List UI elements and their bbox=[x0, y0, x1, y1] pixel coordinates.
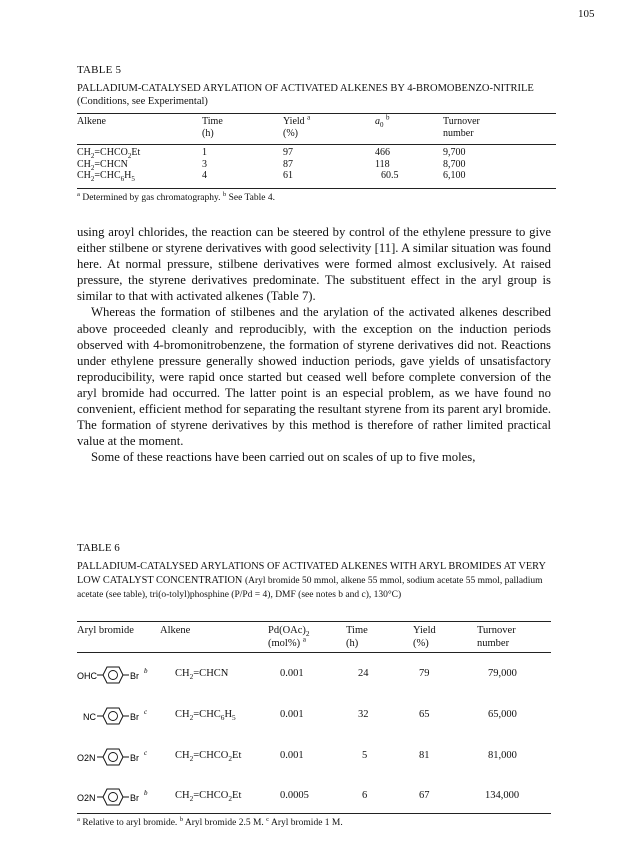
svg-text:b: b bbox=[144, 667, 148, 675]
table6-row2-aryl-structure bbox=[77, 705, 159, 732]
table5-row1-time: 1 bbox=[202, 147, 207, 158]
table6-header-turnover: Turnover number bbox=[477, 625, 516, 649]
table5-title: PALLADIUM-CATALYSED ARYLATION OF ACTIVATED ALKENES BY 4-BROMOBENZO-NITRILE (Conditions, see Experimental) bbox=[77, 83, 534, 107]
table5-footnote: $^a$ Determined by gas chromatography. $^b$ See Table 4. bbox=[77, 190, 275, 203]
table6-row4-yield: 67 bbox=[419, 790, 430, 801]
page-number: 105 bbox=[578, 8, 595, 20]
table5-header-time: Time bbox=[202, 116, 223, 127]
svg-text:c: c bbox=[144, 708, 148, 716]
table6-footnote: $^a$ Relative to aryl bromide. $^b$ Aryl bromide 2.5 M. $^c$ Aryl bromide 1 M. bbox=[77, 815, 343, 828]
table5-header-rule bbox=[77, 144, 556, 145]
table5-bottom-rule bbox=[77, 188, 556, 189]
svg-text:OHC: OHC bbox=[77, 671, 97, 681]
svg-text:c: c bbox=[144, 749, 148, 757]
table6-row1-pd: 0.001 bbox=[280, 668, 304, 679]
body-paragraph: using aroyl chlorides, the reaction can be steered by control of the ethylene pressure to give either stilbene or styrene derivatives with good selectivity [11]. A similar situation was found here. At normal pressure, stilbene derivatives were formed almost exclusively. At raised pressure, the styrene derivatives predominate. The substituent effect in the aryl group is similar to that with activated alkenes (Table 7). bbox=[77, 225, 551, 304]
table5-row1-turnover: 9,700 bbox=[443, 147, 466, 158]
table5-header-time-unit: (h) bbox=[202, 127, 214, 139]
table6-row3-aryl-structure bbox=[77, 746, 159, 773]
table5-row3-turnover: 6,100 bbox=[443, 170, 466, 181]
table6-row4-alkene: $CH_2=CHCO_2Et$ bbox=[175, 790, 242, 804]
table5-row1-yield: 97 bbox=[283, 147, 293, 158]
svg-text:NC: NC bbox=[83, 712, 96, 722]
table6-header-alkene: Alkene bbox=[160, 625, 191, 636]
table5-row2-time: 3 bbox=[202, 158, 207, 170]
table6-header-rule bbox=[77, 652, 551, 653]
table5-header-alkene: Alkene bbox=[77, 116, 106, 127]
table6-row2-turnover: 65,000 bbox=[488, 709, 517, 720]
table5-header-turnover-unit: number bbox=[443, 127, 474, 139]
svg-text:Br: Br bbox=[130, 712, 139, 722]
table6-title: PALLADIUM-CATALYSED ARYLATIONS OF ACTIVATED ALKENES WITH ARYL BROMIDES AT VERY LOW CATALYST CONCENTRATION (Aryl bromide 50 mmol, alkene 55 mmol, sodium acetate 55 mmol, palladium acetate (see table), tri(o-tolyl)phosphine (P/Pd = 4), DMF (see notes b and c), 130°C) bbox=[77, 561, 546, 601]
svg-text:O2N: O2N bbox=[77, 753, 96, 763]
table6-row3-pd: 0.001 bbox=[280, 750, 304, 761]
table5-top-rule bbox=[77, 113, 556, 114]
table5-row3-a0: 60.5 bbox=[381, 170, 399, 181]
table6-row4-aryl-structure bbox=[77, 786, 159, 813]
table5-row2-alkene: $CH_2=CHCN$ bbox=[77, 158, 128, 172]
table6-row3-time: 5 bbox=[362, 750, 368, 761]
table5-row3-time: 4 bbox=[202, 170, 207, 181]
table6-header-aryl-bromide: Aryl bromide bbox=[77, 625, 134, 636]
table5-header-yield: Yield $^a$ bbox=[283, 113, 311, 127]
table5-row2-a0: 118 bbox=[375, 158, 390, 170]
table5-row3-alkene: $CH_2=CHC_6H_5$ bbox=[77, 170, 135, 183]
table6-row4-time: 6 bbox=[362, 790, 368, 801]
table5-header bbox=[77, 113, 556, 139]
table5-row2-turnover: 8,700 bbox=[443, 158, 466, 170]
table6-row1-turnover: 79,000 bbox=[488, 668, 517, 679]
table5-row1-a0: 466 bbox=[375, 147, 390, 158]
table6-row2-pd: 0.001 bbox=[280, 709, 304, 720]
table5-body bbox=[77, 147, 556, 182]
svg-text:Br: Br bbox=[130, 753, 139, 763]
table6-header-pd: $Pd(OAc)_2$ (mol%) $^a$ bbox=[268, 625, 310, 649]
table5-row2-yield: 87 bbox=[283, 158, 293, 170]
body-text bbox=[77, 224, 551, 465]
table6-row1-alkene: $CH_2=CHCN$ bbox=[175, 668, 229, 682]
table6-row2-time: 32 bbox=[358, 709, 369, 720]
table6-row4-pd: 0.0005 bbox=[280, 790, 309, 801]
body-paragraph: Some of these reactions have been carried out on scales of up to five moles, bbox=[91, 450, 476, 465]
table6-header-yield: Yield (%) bbox=[413, 625, 436, 649]
table6-top-rule bbox=[77, 621, 551, 622]
table-row bbox=[77, 170, 556, 182]
table6-row3-alkene: $CH_2=CHCO_2Et$ bbox=[175, 750, 242, 764]
table5-header-a0: $a_0$ $^b$ bbox=[375, 113, 390, 129]
table6-label: TABLE 6 bbox=[77, 542, 120, 554]
table5-row1-alkene: $CH_2=CHCO_2Et$ bbox=[77, 147, 141, 160]
table-row bbox=[77, 159, 556, 171]
table5-header-turnover: Turnover bbox=[443, 116, 480, 127]
table6-row2-yield: 65 bbox=[419, 709, 430, 720]
table6-row3-yield: 81 bbox=[419, 750, 430, 761]
table6-row3-turnover: 81,000 bbox=[488, 750, 517, 761]
table5-header-yield-unit: (%) bbox=[283, 127, 298, 139]
table6-row2-alkene: $CH_2=CHC_6H_5$ bbox=[175, 709, 236, 723]
table5-label: TABLE 5 bbox=[77, 64, 122, 76]
table6-bottom-rule bbox=[77, 813, 551, 814]
table6-row1-time: 24 bbox=[358, 668, 369, 679]
table5-row3-yield: 61 bbox=[283, 170, 293, 181]
svg-text:Br: Br bbox=[130, 793, 139, 803]
table6-header-time: Time (h) bbox=[346, 625, 368, 649]
svg-text:b: b bbox=[144, 789, 148, 797]
table-row bbox=[77, 147, 556, 159]
svg-text:Br: Br bbox=[130, 671, 139, 681]
body-paragraph: Whereas the formation of stilbenes and the arylation of the activated alkenes described above proceeded cleanly and reproducibly, with the exception on the induction periods observed with 4-bromonitrobenzene, the formation of styrene derivatives did not. Reactions under ethylene pressure generally showed induction periods, gave yields of unsatisfactory reproducibility, were rapid once started but ceased well before complete conversion of the aryl bromide had occurred. The latter point is an especial problem, as we have found no convenient, efficient method for separating the resultant styrene from its parent aryl bromide. The formation of styrene derivatives by this method is therefore of rather limited practical value at the moment. bbox=[77, 305, 551, 449]
table6-row4-turnover: 134,000 bbox=[485, 790, 520, 801]
table6-row1-aryl-structure bbox=[77, 664, 159, 691]
svg-text:O2N: O2N bbox=[77, 793, 96, 803]
table6-row1-yield: 79 bbox=[419, 668, 430, 679]
